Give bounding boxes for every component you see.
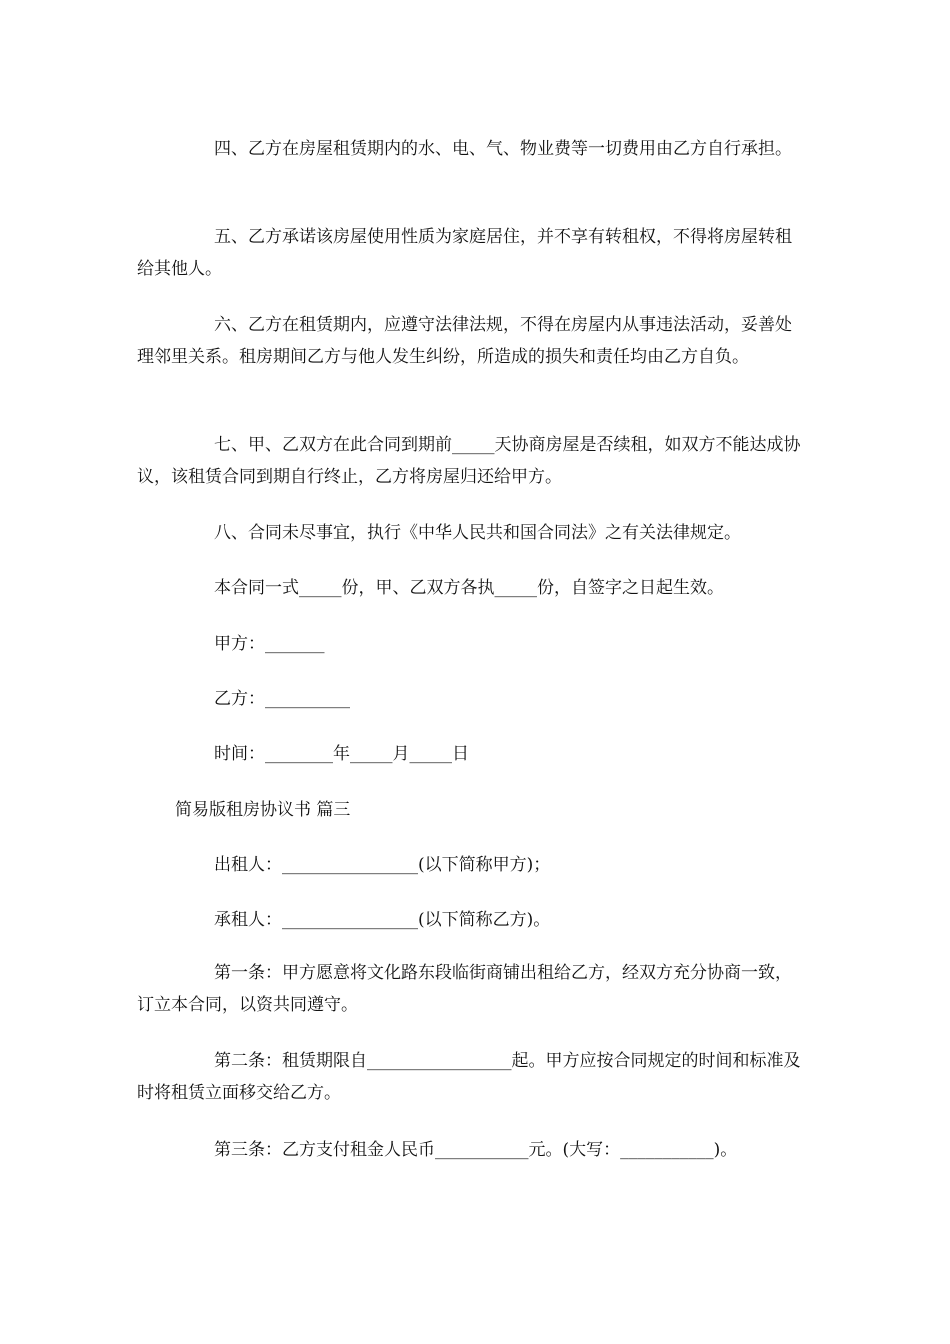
section-heading: 简易版租房协议书 篇三	[175, 800, 351, 820]
lessor-line: 出租人：________________(以下简称甲方)；	[214, 855, 551, 875]
paragraph-clause-4: 四、乙方在房屋租赁期内的水、电、气、物业费等一切费用由乙方自行承担。	[214, 139, 792, 159]
signature-party-a: 甲方：_______	[214, 634, 325, 654]
signature-party-b: 乙方：__________	[214, 689, 350, 709]
article-1: 第一条：甲方愿意将文化路东段临街商铺出租给乙方，经双方充分协商一致，订立本合同，以资共同遵守。	[137, 963, 792, 1015]
lessee-line: 承租人：________________(以下简称乙方)。	[214, 910, 551, 930]
paragraph-clause-7: 七、甲、乙双方在此合同到期前_____天协商房屋是否续租，如双方不能达成协议，该租赁合同到期自行终止，乙方将房屋归还给甲方。	[137, 435, 801, 487]
paragraph-copies: 本合同一式_____份，甲、乙双方各执_____份，自签字之日起生效。	[214, 578, 724, 598]
paragraph-clause-8: 八、合同未尽事宜，执行《中华人民共和国合同法》之有关法律规定。	[214, 523, 741, 543]
signature-date: 时间：________年_____月_____日	[214, 744, 469, 764]
article-3: 第三条：乙方支付租金人民币___________元。(大写：___________)。	[214, 1140, 738, 1160]
article-2: 第二条：租赁期限自_________________起。甲方应按合同规定的时间和标准及时将租赁立面移交给乙方。	[137, 1051, 801, 1103]
paragraph-clause-5: 五、乙方承诺该房屋使用性质为家庭居住，并不享有转租权，不得将房屋转租给其他人。	[137, 227, 792, 279]
paragraph-clause-6: 六、乙方在租赁期内，应遵守法律法规，不得在房屋内从事违法活动，妥善处理邻里关系。租房期间乙方与他人发生纠纷，所造成的损失和责任均由乙方自负。	[137, 315, 792, 367]
